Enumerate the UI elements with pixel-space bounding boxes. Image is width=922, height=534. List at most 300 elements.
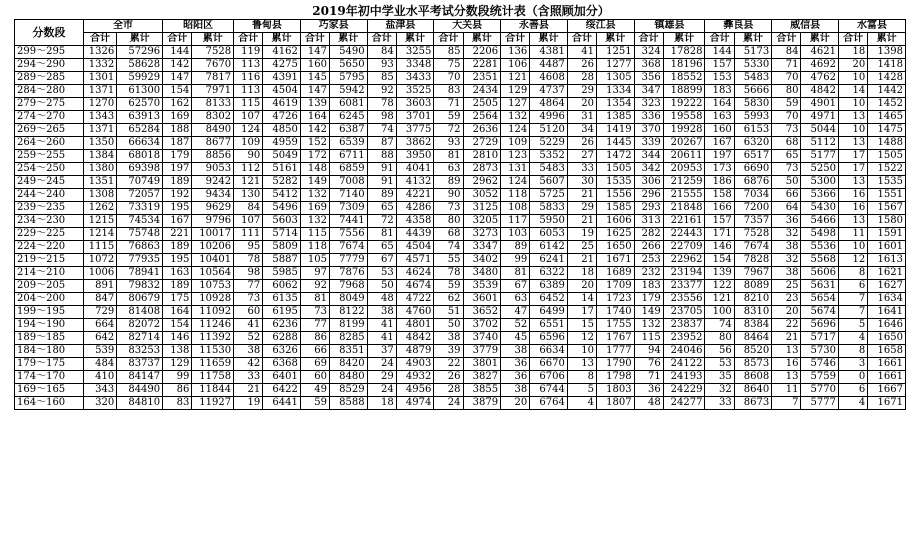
table-row xyxy=(15,163,906,176)
cumulative-cell: 4439 xyxy=(396,228,434,241)
table-row xyxy=(15,293,906,306)
subtotal-header: 合计 xyxy=(501,33,530,46)
subtotal-cell: 27 xyxy=(567,150,596,163)
cumulative-cell: 6401 xyxy=(263,371,301,384)
score-range-cell: 274～270 xyxy=(15,111,84,124)
cumulative-cell: 5120 xyxy=(530,124,568,137)
subtotal-cell: 107 xyxy=(234,111,263,124)
subtotal-cell: 16 xyxy=(838,202,867,215)
cumulative-cell: 1803 xyxy=(597,384,635,397)
cumulative-cell: 5049 xyxy=(263,150,301,163)
subtotal-cell: 122 xyxy=(705,280,734,293)
subtotal-cell: 41 xyxy=(234,319,263,332)
subtotal-cell: 163 xyxy=(705,111,734,124)
subtotal-cell: 342 xyxy=(634,163,663,176)
cumulative-cell: 76863 xyxy=(117,241,163,254)
subtotal-cell: 132 xyxy=(300,215,329,228)
subtotal-cell: 148 xyxy=(300,163,329,176)
cumulative-cell: 8480 xyxy=(330,371,368,384)
cumulative-cell: 2962 xyxy=(463,176,501,189)
cumulative-cell: 4692 xyxy=(801,59,839,72)
subtotal-cell: 118 xyxy=(501,189,530,202)
cumulative-cell: 5568 xyxy=(801,254,839,267)
cumulative-cell: 10017 xyxy=(192,228,234,241)
cumulative-cell: 80679 xyxy=(117,293,163,306)
cumulative-cell: 3348 xyxy=(396,59,434,72)
score-distribution-table xyxy=(14,19,906,410)
cumulative-cell: 1767 xyxy=(597,332,635,345)
subtotal-cell: 78 xyxy=(234,254,263,267)
subtotal-header: 合计 xyxy=(234,33,263,46)
subtotal-cell: 38 xyxy=(501,384,530,397)
cumulative-cell: 1634 xyxy=(868,293,906,306)
subtotal-cell: 65 xyxy=(367,202,396,215)
subtotal-cell: 195 xyxy=(163,202,192,215)
score-range-cell: 169～165 xyxy=(15,384,84,397)
cumulative-cell: 10928 xyxy=(192,293,234,306)
subtotal-cell: 1006 xyxy=(83,267,116,280)
subtotal-cell: 1351 xyxy=(83,176,116,189)
cumulative-cell: 5177 xyxy=(801,150,839,163)
cumulative-cell: 7309 xyxy=(330,202,368,215)
cumulative-cell: 4850 xyxy=(263,124,301,137)
subtotal-cell: 80 xyxy=(772,85,801,98)
subtotal-cell: 157 xyxy=(705,59,734,72)
subtotal-cell: 13 xyxy=(772,345,801,358)
cumulative-cell: 66634 xyxy=(117,137,163,150)
subtotal-cell: 5 xyxy=(838,319,867,332)
cumulative-cell: 8049 xyxy=(330,293,368,306)
table-row xyxy=(15,189,906,202)
cumulative-cell: 22443 xyxy=(663,228,705,241)
subtotal-cell: 23 xyxy=(772,293,801,306)
cumulative-cell: 4504 xyxy=(396,241,434,254)
cumulative-cell: 5229 xyxy=(530,137,568,150)
cumulative-cell: 24277 xyxy=(663,397,705,410)
cumulative-cell: 4971 xyxy=(801,111,839,124)
table-row xyxy=(15,371,906,384)
cumulative-cell: 4041 xyxy=(396,163,434,176)
subtotal-cell: 53 xyxy=(705,358,734,371)
cumulative-cell: 73319 xyxy=(117,202,163,215)
cumulative-cell: 11092 xyxy=(192,306,234,319)
score-range-cell: 189～185 xyxy=(15,332,84,345)
cumulative-cell: 1667 xyxy=(868,384,906,397)
cumulative-cell: 70749 xyxy=(117,176,163,189)
cumulative-cell: 21848 xyxy=(663,202,705,215)
cumulative-cell: 1740 xyxy=(597,306,635,319)
subtotal-cell: 38 xyxy=(772,241,801,254)
subtotal-cell: 29 xyxy=(567,85,596,98)
subtotal-header: 合计 xyxy=(634,33,663,46)
table-row xyxy=(15,280,906,293)
subtotal-cell: 410 xyxy=(83,371,116,384)
score-range-cell: 299～295 xyxy=(15,46,84,59)
subtotal-cell: 109 xyxy=(501,137,530,150)
score-range-cell: 289～285 xyxy=(15,72,84,85)
subtotal-cell: 73 xyxy=(234,293,263,306)
cumulative-cell: 3480 xyxy=(463,267,501,280)
cumulative-cell: 1709 xyxy=(597,280,635,293)
cumulative-cell: 8351 xyxy=(330,345,368,358)
cumulative-cell: 7674 xyxy=(330,241,368,254)
cumulative-cell: 7817 xyxy=(192,72,234,85)
cumulative-header: 累计 xyxy=(663,33,705,46)
cumulative-cell: 8310 xyxy=(734,306,772,319)
subtotal-cell: 4 xyxy=(838,332,867,345)
subtotal-cell: 75 xyxy=(434,59,463,72)
subtotal-cell: 92 xyxy=(367,85,396,98)
cumulative-cell: 8490 xyxy=(192,124,234,137)
cumulative-cell: 1585 xyxy=(597,202,635,215)
subtotal-cell: 99 xyxy=(163,371,192,384)
cumulative-cell: 1591 xyxy=(868,228,906,241)
cumulative-cell: 3255 xyxy=(396,46,434,59)
cumulative-header: 累计 xyxy=(597,33,635,46)
cumulative-cell: 3652 xyxy=(463,306,501,319)
cumulative-cell: 74534 xyxy=(117,215,163,228)
cumulative-cell: 3862 xyxy=(396,137,434,150)
table-row xyxy=(15,228,906,241)
cumulative-cell: 22962 xyxy=(663,254,705,267)
cumulative-cell: 7034 xyxy=(734,189,772,202)
cumulative-cell: 1445 xyxy=(597,137,635,150)
cumulative-cell: 1671 xyxy=(868,397,906,410)
cumulative-cell: 1661 xyxy=(868,371,906,384)
subtotal-cell: 89 xyxy=(434,176,463,189)
cumulative-cell: 1522 xyxy=(868,163,906,176)
cumulative-cell: 1650 xyxy=(597,241,635,254)
subtotal-cell: 1343 xyxy=(83,111,116,124)
subtotal-cell: 35 xyxy=(705,371,734,384)
subtotal-cell: 266 xyxy=(634,241,663,254)
cumulative-cell: 8199 xyxy=(330,319,368,332)
cumulative-cell: 3402 xyxy=(463,254,501,267)
cumulative-cell: 6859 xyxy=(330,163,368,176)
subtotal-cell: 147 xyxy=(163,72,192,85)
cumulative-cell: 5770 xyxy=(801,384,839,397)
cumulative-cell: 8302 xyxy=(192,111,234,124)
subtotal-cell: 112 xyxy=(234,163,263,176)
subtotal-cell: 296 xyxy=(634,189,663,202)
cumulative-cell: 23377 xyxy=(663,280,705,293)
cumulative-cell: 1777 xyxy=(597,345,635,358)
cumulative-cell: 11758 xyxy=(192,371,234,384)
cumulative-cell: 7200 xyxy=(734,202,772,215)
cumulative-cell: 7674 xyxy=(734,241,772,254)
subtotal-cell: 72 xyxy=(367,215,396,228)
cumulative-cell: 23837 xyxy=(663,319,705,332)
subtotal-cell: 7 xyxy=(838,306,867,319)
subtotal-cell: 344 xyxy=(634,150,663,163)
cumulative-cell: 6499 xyxy=(530,306,568,319)
subtotal-cell: 195 xyxy=(163,254,192,267)
subtotal-cell: 138 xyxy=(163,345,192,358)
cumulative-cell: 6539 xyxy=(330,137,368,150)
subtotal-cell: 146 xyxy=(705,241,734,254)
cumulative-cell: 6596 xyxy=(530,332,568,345)
subtotal-cell: 38 xyxy=(772,267,801,280)
cumulative-cell: 1723 xyxy=(597,293,635,306)
subtotal-cell: 136 xyxy=(501,46,530,59)
subtotal-cell: 172 xyxy=(300,150,329,163)
cumulative-cell: 23952 xyxy=(663,332,705,345)
cumulative-cell: 4760 xyxy=(396,306,434,319)
cumulative-cell: 6634 xyxy=(530,345,568,358)
subtotal-cell: 10 xyxy=(838,72,867,85)
cumulative-cell: 1505 xyxy=(597,163,635,176)
subtotal-cell: 8 xyxy=(838,267,867,280)
cumulative-cell: 10753 xyxy=(192,280,234,293)
subtotal-cell: 123 xyxy=(501,150,530,163)
subtotal-cell: 36 xyxy=(772,215,801,228)
subtotal-cell: 24 xyxy=(367,358,396,371)
cumulative-cell: 5631 xyxy=(801,280,839,293)
region-header: 水富县 xyxy=(838,20,905,33)
cumulative-cell: 1650 xyxy=(868,332,906,345)
subtotal-cell: 20 xyxy=(567,98,596,111)
subtotal-cell: 1270 xyxy=(83,98,116,111)
cumulative-cell: 1755 xyxy=(597,319,635,332)
subtotal-cell: 60 xyxy=(234,306,263,319)
cumulative-cell: 6368 xyxy=(263,358,301,371)
subtotal-cell: 111 xyxy=(234,228,263,241)
subtotal-cell: 16 xyxy=(772,358,801,371)
region-header: 威信县 xyxy=(772,20,839,33)
subtotal-cell: 22 xyxy=(434,358,463,371)
cumulative-cell: 23194 xyxy=(663,267,705,280)
score-range-cell: 269～265 xyxy=(15,124,84,137)
subtotal-cell: 10 xyxy=(838,98,867,111)
subtotal-cell: 162 xyxy=(163,98,192,111)
subtotal-cell: 132 xyxy=(300,189,329,202)
cumulative-cell: 24193 xyxy=(663,371,705,384)
cumulative-cell: 5674 xyxy=(801,306,839,319)
cumulative-cell: 3827 xyxy=(463,371,501,384)
cumulative-cell: 5161 xyxy=(263,163,301,176)
cumulative-cell: 8677 xyxy=(192,137,234,150)
cumulative-cell: 4762 xyxy=(801,72,839,85)
subtotal-cell: 41 xyxy=(367,319,396,332)
subtotal-cell: 84 xyxy=(234,202,263,215)
cumulative-cell: 24046 xyxy=(663,345,705,358)
cumulative-cell: 6670 xyxy=(530,358,568,371)
table-row xyxy=(15,241,906,254)
subtotal-cell: 41 xyxy=(367,332,396,345)
cumulative-cell: 11659 xyxy=(192,358,234,371)
table-row xyxy=(15,150,906,163)
cumulative-cell: 3775 xyxy=(396,124,434,137)
cumulative-cell: 20267 xyxy=(663,137,705,150)
cumulative-cell: 84810 xyxy=(117,397,163,410)
subtotal-cell: 77 xyxy=(300,319,329,332)
score-range-cell: 229～225 xyxy=(15,228,84,241)
subtotal-cell: 129 xyxy=(163,358,192,371)
cumulative-cell: 5498 xyxy=(801,228,839,241)
cumulative-cell: 6690 xyxy=(734,163,772,176)
cumulative-cell: 19558 xyxy=(663,111,705,124)
subtotal-cell: 729 xyxy=(83,306,116,319)
cumulative-header: 累计 xyxy=(868,33,906,46)
score-range-cell: 244～240 xyxy=(15,189,84,202)
cumulative-cell: 1488 xyxy=(868,137,906,150)
cumulative-cell: 3205 xyxy=(463,215,501,228)
cumulative-cell: 8420 xyxy=(330,358,368,371)
subtotal-cell: 187 xyxy=(163,137,192,150)
score-range-cell: 239～235 xyxy=(15,202,84,215)
score-range-cell: 224～220 xyxy=(15,241,84,254)
cumulative-header: 累计 xyxy=(530,33,568,46)
subtotal-cell: 26 xyxy=(567,137,596,150)
subtotal-cell: 63 xyxy=(501,293,530,306)
table-row xyxy=(15,98,906,111)
table-row xyxy=(15,46,906,59)
subtotal-cell: 129 xyxy=(501,85,530,98)
cumulative-cell: 1251 xyxy=(597,46,635,59)
cumulative-cell: 4381 xyxy=(530,46,568,59)
cumulative-cell: 6053 xyxy=(530,228,568,241)
cumulative-cell: 7779 xyxy=(330,254,368,267)
cumulative-cell: 6389 xyxy=(530,280,568,293)
subtotal-cell: 31 xyxy=(567,111,596,124)
cumulative-cell: 5496 xyxy=(263,202,301,215)
cumulative-cell: 10206 xyxy=(192,241,234,254)
cumulative-cell: 1505 xyxy=(868,150,906,163)
cumulative-cell: 1580 xyxy=(868,215,906,228)
subtotal-cell: 113 xyxy=(234,59,263,72)
cumulative-cell: 3950 xyxy=(396,150,434,163)
subtotal-cell: 158 xyxy=(705,189,734,202)
subtotal-cell: 51 xyxy=(434,306,463,319)
subtotal-cell: 12 xyxy=(567,332,596,345)
region-header: 大关县 xyxy=(434,20,501,33)
subtotal-cell: 85 xyxy=(367,72,396,85)
cumulative-cell: 23556 xyxy=(663,293,705,306)
cumulative-cell: 84147 xyxy=(117,371,163,384)
subtotal-cell: 197 xyxy=(705,150,734,163)
subtotal-cell: 42 xyxy=(234,358,263,371)
cumulative-cell: 4864 xyxy=(530,98,568,111)
subtotal-cell: 368 xyxy=(634,59,663,72)
cumulative-cell: 5730 xyxy=(801,345,839,358)
cumulative-cell: 6142 xyxy=(530,241,568,254)
subtotal-cell: 14 xyxy=(838,85,867,98)
region-header: 盐津县 xyxy=(367,20,434,33)
subtotal-cell: 4 xyxy=(838,397,867,410)
subtotal-cell: 115 xyxy=(634,332,663,345)
subtotal-cell: 173 xyxy=(705,163,734,176)
cumulative-cell: 4956 xyxy=(396,384,434,397)
subtotal-cell: 1214 xyxy=(83,228,116,241)
subtotal-cell: 74 xyxy=(705,319,734,332)
cumulative-cell: 2810 xyxy=(463,150,501,163)
subtotal-cell: 98 xyxy=(367,111,396,124)
subtotal-cell: 13 xyxy=(567,358,596,371)
cumulative-cell: 5466 xyxy=(801,215,839,228)
score-range-cell: 234～230 xyxy=(15,215,84,228)
subtotal-cell: 221 xyxy=(163,228,192,241)
score-range-cell: 184～180 xyxy=(15,345,84,358)
subtotal-cell: 115 xyxy=(234,98,263,111)
subtotal-cell: 65 xyxy=(772,150,801,163)
subtotal-cell: 145 xyxy=(300,72,329,85)
cumulative-cell: 5650 xyxy=(330,59,368,72)
cumulative-cell: 1465 xyxy=(868,111,906,124)
subtotal-cell: 306 xyxy=(634,176,663,189)
cumulative-header: 累计 xyxy=(801,33,839,46)
cumulative-cell: 1385 xyxy=(597,111,635,124)
subtotal-cell: 72 xyxy=(434,124,463,137)
cumulative-cell: 3603 xyxy=(396,98,434,111)
subtotal-cell: 98 xyxy=(234,267,263,280)
subtotal-cell: 109 xyxy=(234,137,263,150)
region-header: 永善县 xyxy=(501,20,568,33)
cumulative-cell: 5300 xyxy=(801,176,839,189)
subtotal-cell: 28 xyxy=(434,384,463,397)
subtotal-cell: 26 xyxy=(567,59,596,72)
subtotal-cell: 59 xyxy=(434,111,463,124)
cumulative-cell: 20611 xyxy=(663,150,705,163)
subtotal-cell: 13 xyxy=(838,215,867,228)
subtotal-cell: 149 xyxy=(634,306,663,319)
subtotal-cell: 76 xyxy=(634,358,663,371)
subtotal-cell: 183 xyxy=(705,85,734,98)
subtotal-header: 合计 xyxy=(367,33,396,46)
cumulative-cell: 23705 xyxy=(663,306,705,319)
subtotal-cell: 370 xyxy=(634,124,663,137)
cumulative-cell: 8588 xyxy=(330,397,368,410)
cumulative-cell: 1354 xyxy=(597,98,635,111)
subtotal-cell: 73 xyxy=(772,163,801,176)
table-row xyxy=(15,397,906,410)
cumulative-cell: 1428 xyxy=(868,72,906,85)
cumulative-cell: 9434 xyxy=(192,189,234,202)
subtotal-cell: 65 xyxy=(367,241,396,254)
cumulative-cell: 9629 xyxy=(192,202,234,215)
cumulative-cell: 5112 xyxy=(801,137,839,150)
cumulative-cell: 4504 xyxy=(263,85,301,98)
cumulative-cell: 3702 xyxy=(463,319,501,332)
subtotal-cell: 33 xyxy=(705,397,734,410)
cumulative-cell: 63913 xyxy=(117,111,163,124)
subtotal-cell: 30 xyxy=(567,176,596,189)
table-row xyxy=(15,137,906,150)
subtotal-cell: 29 xyxy=(567,202,596,215)
cumulative-cell: 75748 xyxy=(117,228,163,241)
cumulative-cell: 8520 xyxy=(734,345,772,358)
subtotal-cell: 38 xyxy=(367,306,396,319)
cumulative-cell: 3701 xyxy=(396,111,434,124)
cumulative-cell: 8384 xyxy=(734,319,772,332)
subtotal-cell: 32 xyxy=(772,254,801,267)
subtotal-cell: 253 xyxy=(634,254,663,267)
subtotal-cell: 91 xyxy=(367,176,396,189)
cumulative-cell: 5795 xyxy=(330,72,368,85)
cumulative-header: 累计 xyxy=(117,33,163,46)
subtotal-cell: 167 xyxy=(163,215,192,228)
cumulative-cell: 7967 xyxy=(734,267,772,280)
subtotal-cell: 183 xyxy=(634,280,663,293)
table-row xyxy=(15,59,906,72)
subtotal-cell: 36 xyxy=(501,358,530,371)
subtotal-cell: 66 xyxy=(772,189,801,202)
region-header: 巧家县 xyxy=(300,20,367,33)
subtotal-cell: 20 xyxy=(567,280,596,293)
subtotal-cell: 847 xyxy=(83,293,116,306)
subtotal-cell: 69 xyxy=(300,358,329,371)
subtotal-cell: 20 xyxy=(772,306,801,319)
subtotal-cell: 48 xyxy=(634,397,663,410)
